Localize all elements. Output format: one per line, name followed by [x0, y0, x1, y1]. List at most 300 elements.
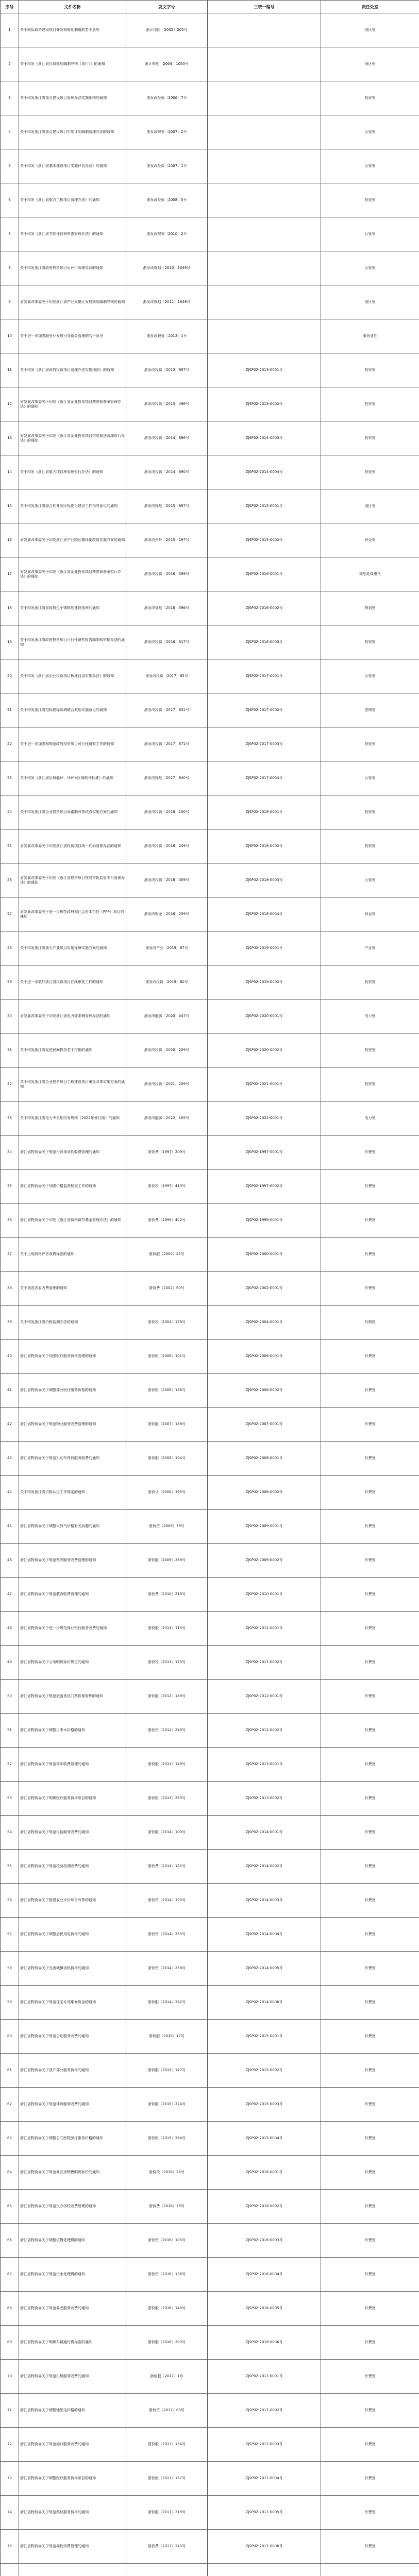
row-no: 57 [1, 1918, 19, 1952]
row-code: ZJSP02-2013-0001号 [208, 1748, 321, 1782]
row-code: ZJSP02-2014-0003号 [208, 1884, 321, 1918]
row-code: ZJSP02-2018-0001号 [208, 795, 321, 829]
row-code: ZJSP02-2008-0002号 [208, 1476, 321, 1510]
row-no: 39 [1, 1306, 19, 1340]
row-doc-no: 浙发改投资〔2018〕359号 [126, 863, 208, 897]
row-code: ZJSP02-2010-0001号 [208, 1578, 321, 1612]
row-dept: 价费处 [321, 1272, 419, 1306]
row-code: ZJSP02-2017-0002号 [208, 2394, 321, 2428]
row-code [208, 183, 321, 217]
row-title: 省发展改革委关于印发浙江省产业园区循环化改造实施方案的通知 [19, 523, 126, 557]
row-title: 关于印发《浙江省区域规划编制导则（试行）》的通知 [19, 47, 126, 81]
table-row [1, 2020, 419, 2054]
row-dept: 价费处 [321, 2020, 419, 2054]
row-title: 关于印发浙江省省级特色小镇规划建设指南的通知 [19, 591, 126, 625]
row-code [208, 81, 321, 115]
row-code: ZJSP02-2021-0001号 [208, 1067, 321, 1101]
row-no: 26 [1, 863, 19, 897]
row-no: 43 [1, 1442, 19, 1476]
row-doc-no: 浙发改规划〔2016〕596号 [126, 591, 208, 625]
row-title: 关于印发浙江省促进民间投资若干措施的通知 [19, 1033, 126, 1067]
row-doc-no: 浙发改规划〔2011〕1048号 [126, 285, 208, 319]
row-code: ZJSP02-2000-0001号 [208, 1238, 321, 1272]
row-code: ZJSP02-2016-0004号 [208, 2258, 321, 2292]
row-no: 14 [1, 455, 19, 489]
row-title: 浙江省物价局关于规范停车收费管理的通知 [19, 1748, 126, 1782]
table-row [1, 2428, 419, 2462]
row-title: 关于土地价格评估收费标准的通知 [19, 1238, 126, 1272]
row-title: 关于印发浙江省重点建设项目年度计划编制管理办法的通知 [19, 115, 126, 149]
row-title: 浙江省物价局关于规范养老服务收费的通知 [19, 2292, 126, 2326]
row-no: 20 [1, 659, 19, 693]
row-dept: 公管处 [321, 863, 419, 897]
row-doc-no: 浙价费〔2002〕60号 [126, 1272, 208, 1306]
row-dept: 价格处 [321, 1306, 419, 1340]
row-dept: 价费处 [321, 1952, 419, 1986]
row-dept: 电力处 [321, 1101, 419, 1136]
row-doc-no: 浙价医〔2006〕186号 [126, 1374, 208, 1408]
row-title: 关于印发《浙江省重大项目库管理暂行办法》的通知 [19, 455, 126, 489]
row-title: 浙江省物价局关于明确医疗服务价格项目的通知 [19, 1782, 126, 1816]
row-title: 浙江省物价局关于规范机动车停放服务收费的通知 [19, 1442, 126, 1476]
row-code: ZJSP02-2014-0003号 [208, 421, 321, 455]
row-doc-no: 浙计规划〔2004〕1050号 [126, 47, 208, 81]
row-no: 55 [1, 1850, 19, 1884]
row-no: 45 [1, 1510, 19, 1544]
row-no: 66 [1, 2224, 19, 2258]
row-doc-no: 浙发改投资〔2020〕209号 [126, 1033, 208, 1067]
row-dept: 财金处 [321, 897, 419, 931]
row-code: ZJSP02-2011-0001号 [208, 1612, 321, 1646]
row-code: ZJSP02-2002-0001号 [208, 1272, 321, 1306]
table-row [1, 1408, 419, 1442]
row-title: 浙江省物价局关于规范检验检测收费的通知 [19, 1850, 126, 1884]
row-dept: 价费处 [321, 1510, 419, 1544]
row-no: 40 [1, 1340, 19, 1374]
row-dept: 服务业处 [321, 319, 419, 353]
row-no: 28 [1, 931, 19, 965]
row-title: 关于印发浙江省重大产业项目用地保障实施方案的通知 [19, 931, 126, 965]
row-no: 68 [1, 2292, 19, 2326]
row-dept: 财金处 [321, 523, 419, 557]
row-doc-no: 浙价费〔2017〕243号 [126, 2530, 208, 2564]
row-dept: 产业处 [321, 931, 419, 965]
row-doc-no: 浙价检〔2004〕178号 [126, 1306, 208, 1340]
row-code: ZJSP02-2015-0002号 [208, 523, 321, 557]
row-dept: 法规处 [321, 693, 419, 727]
table-row [1, 1748, 419, 1782]
row-title: 关于印发《浙江省政府投资项目管理办法实施细则》的通知 [19, 353, 126, 387]
row-dept: 价费处 [321, 1204, 419, 1238]
row-no: 16 [1, 523, 19, 557]
row-title: 浙江省物价局关于完善城镇供热价格的通知 [19, 1952, 126, 1986]
row-doc-no: 浙发改投资〔2013〕697号 [126, 353, 208, 387]
row-doc-no: 浙价服〔2012〕189号 [126, 1680, 208, 1714]
row-dept: 投资处 [321, 625, 419, 659]
table-row [1, 1476, 419, 1510]
row-doc-no: 浙发改投资〔2014〕696号 [126, 421, 208, 455]
row-dept: 投资处 [321, 1067, 419, 1101]
row-dept: 价费处 [321, 1476, 419, 1510]
row-no: 72 [1, 2428, 19, 2462]
row-code: ZJSP02-2015-0004号 [208, 2122, 321, 2156]
row-title: 关于印发《浙江省重点工程项目管理办法》的通知 [19, 183, 126, 217]
row-title: 浙江省物价局关于加强医疗服务价格管理的通知 [19, 1340, 126, 1374]
table-row [1, 1646, 419, 1680]
row-dept: 价费处 [321, 1442, 419, 1476]
row-title: 浙江省物价局关于规范物业服务收费管理的通知 [19, 1408, 126, 1442]
row-doc-no: 浙价服〔2014〕282号 [126, 1986, 208, 2020]
row-dept: 价费处 [321, 1408, 419, 1442]
row-dept: 价费处 [321, 2054, 419, 2088]
row-doc-no: 浙发改投资〔2006〕7号 [126, 81, 208, 115]
row-doc-no: 浙发改投资〔2021〕209号 [126, 1067, 208, 1101]
row-title: 浙江省物价局关于规范民办学校收费管理的通知 [19, 2190, 126, 2224]
row-doc-no: 浙价服〔2007〕188号 [126, 1408, 208, 1442]
row-code: ZJSP02-2017-0004号 [208, 2462, 321, 2496]
table-header-row [1, 1, 419, 13]
row-dept: 公管处 [321, 761, 419, 795]
table-row [1, 1510, 419, 1544]
row-dept: 价费处 [321, 2122, 419, 2156]
row-dept: 价费处 [321, 2190, 419, 2224]
row-code: ZJSP02-2017-0003号 [208, 727, 321, 761]
table-row [1, 727, 419, 761]
row-no: 59 [1, 1986, 19, 2020]
table-row [1, 2462, 419, 2496]
row-no: 23 [1, 761, 19, 795]
row-title: 浙江省物价局关于调整医疗服务价格项目的通知 [19, 2462, 126, 2496]
table-row [1, 2360, 419, 2394]
row-dept: 公管处 [321, 149, 419, 183]
table-row [1, 897, 419, 931]
row-title: 浙江省物价局关于推进农业水价综合改革的通知 [19, 1884, 126, 1918]
table-row [1, 965, 419, 999]
row-no [1, 2564, 19, 2576]
table-row [1, 1884, 419, 1918]
table-row [1, 1238, 419, 1272]
row-doc-no: 浙价医〔2013〕293号 [126, 1782, 208, 1816]
row-code: ZJSP02-2004-0001号 [208, 1306, 321, 1340]
table-row [1, 1918, 419, 1952]
row-code: ZJSP02-2022-0001号 [208, 1101, 321, 1136]
row-dept: 投资处 [321, 829, 419, 863]
row-dept: 价费处 [321, 2224, 419, 2258]
row-code: ZJSP02-2009-0001号 [208, 1510, 321, 1544]
row-no: 50 [1, 1680, 19, 1714]
row-dept: 电力处 [321, 999, 419, 1033]
row-title: 浙江省物价局关于调整输配电价格的通知 [19, 2394, 126, 2428]
row-title: 关于进一步做好浙江省投资项目在线审批工作的通知 [19, 965, 126, 999]
row-no: 49 [1, 1646, 19, 1680]
row-dept: 价费处 [321, 1782, 419, 1816]
row-no: 64 [1, 2156, 19, 2190]
row-dept: 价费处 [321, 2360, 419, 2394]
row-code: ZJSP02-2018-0004号 [208, 897, 321, 931]
row-doc-no: 浙价医〔2017〕157号 [126, 2462, 208, 2496]
row-doc-no: 浙价服〔2011〕115号 [126, 1612, 208, 1646]
row-doc-no: 浙发改投资〔2016〕599号 [126, 557, 208, 591]
row-title: 省发展改革委关于印发浙江省电力需求侧管理办法的通知 [19, 999, 126, 1033]
row-dept: 投资处 [321, 965, 419, 999]
table-row [1, 863, 419, 897]
row-title: 浙江省物价局关于加强价格监督检查工作的通知 [19, 1170, 126, 1204]
row-doc-no: 浙价服〔2015〕224号 [126, 2088, 208, 2122]
row-title: 关于规范涉农收费管理的通知 [19, 1272, 126, 1306]
row-no: 18 [1, 591, 19, 625]
row-dept: 公管处 [321, 659, 419, 693]
row-doc-no: 浙价费〔2016〕78号 [126, 2190, 208, 2224]
row-dept: 价费处 [321, 2258, 419, 2292]
table-row [1, 353, 419, 387]
row-code: ZJSP02-2008-0001号 [208, 1442, 321, 1476]
row-doc-no: 浙发改投资〔2018〕150号 [126, 795, 208, 829]
row-dept: 价费处 [321, 2428, 419, 2462]
row-code: ZJSP02-2016-0003号 [208, 625, 321, 659]
table-row [1, 1306, 419, 1340]
row-title: 浙江省物价局关于调整天然气价格有关问题的通知 [19, 1510, 126, 1544]
row-dept: 价费处 [321, 2530, 419, 2564]
row-doc-no: 浙价服〔2016〕140号 [126, 2292, 208, 2326]
row-code: ZJSP02-1997-0002号 [208, 1170, 321, 1204]
table-row [1, 319, 419, 353]
row-no: 73 [1, 2462, 19, 2496]
row-no: 24 [1, 795, 19, 829]
row-code [208, 2564, 321, 2576]
row-no: 48 [1, 1612, 19, 1646]
row-code [208, 47, 321, 81]
row-title: 浙江省物价局关于进一步规范商业银行服务收费的通知 [19, 1612, 126, 1646]
row-title: 关于印发浙江省政府投资项目可行性研究报告编制和审批办法的通知 [19, 625, 126, 659]
row-title: 关于进一步加强和规范政府投资项目可行性研究工作的通知 [19, 727, 126, 761]
row-code: ZJSP02-2020-0001号 [208, 999, 321, 1033]
row-title: 浙江省物价局关于规范港口服务收费的通知 [19, 2428, 126, 2462]
row-code: ZJSP02-2015-0003号 [208, 2088, 321, 2122]
row-dept: 投资处 [321, 353, 419, 387]
row-title: 浙江省物价局关于调整部分医疗服务价格的通知 [19, 1374, 126, 1408]
row-doc-no: 浙价资〔2017〕80号 [126, 2394, 208, 2428]
row-title: 浙江省物价局关于规范殡仪服务价格的通知 [19, 2496, 126, 2530]
row-dept: 规划处煤电气 [321, 557, 419, 591]
row-code: ZJSP02-2012-0002号 [208, 1714, 321, 1748]
row-dept: 价费处 [321, 2156, 419, 2190]
row-code: ZJSP02-2014-0001号 [208, 1816, 321, 1850]
table-row [1, 1544, 419, 1578]
row-doc-no: 浙价检〔1997〕410号 [126, 1170, 208, 1204]
row-no: 75 [1, 2530, 19, 2564]
table-row [1, 1340, 419, 1374]
row-dept: 价费处 [321, 1850, 419, 1884]
row-no: 4 [1, 115, 19, 149]
table-row [1, 1850, 419, 1884]
row-dept: 价费处 [321, 1612, 419, 1646]
row-dept: 投资处 [321, 421, 419, 455]
row-title: 关于印发《浙江省节能评估和审查管理办法》的通知 [19, 217, 126, 251]
row-no: 51 [1, 1714, 19, 1748]
row-no: 52 [1, 1748, 19, 1782]
table-row [1, 1272, 419, 1306]
row-doc-no: 浙发改投资〔2017〕871号 [126, 727, 208, 761]
row-title: 省发展改革委关于印发《浙江省企业投资项目信息报送管理暂行办法》的通知 [19, 421, 126, 455]
row-doc-no: 浙发改投资〔2018〕249号 [126, 829, 208, 863]
table-row [1, 2224, 419, 2258]
table-row [1, 149, 419, 183]
row-no: 25 [1, 829, 19, 863]
table-row [1, 761, 419, 795]
row-no: 3 [1, 81, 19, 115]
row-no: 11 [1, 353, 19, 387]
row-doc-no: 浙价资〔2012〕249号 [126, 1714, 208, 1748]
row-title: 浙江省物价局关于规范教育收费管理的通知 [19, 1578, 126, 1612]
row-doc-no: 浙发改规划〔2015〕697号 [126, 489, 208, 523]
row-code: ZJSP02-2016-0005号 [208, 2292, 321, 2326]
row-no: 31 [1, 1033, 19, 1067]
row-no: 69 [1, 2326, 19, 2360]
row-code: ZJSP02-2018-0002号 [208, 829, 321, 863]
row-title: 省发展改革委关于印发《浙江省企业投资项目核准和备案管理办法》的通知 [19, 387, 126, 421]
row-no: 32 [1, 1067, 19, 1101]
row-title: 关于印发浙江省价格认定工作规定的通知 [19, 1476, 126, 1510]
table-row [1, 1067, 419, 1101]
row-title: 省发展改革委关于进一步规范政府和社会资本合作（PPP）项目的通知 [19, 897, 126, 931]
row-code: ZJSP02-1999-0001号 [208, 1204, 321, 1238]
row-title: 关于印发浙江省重点建设项目管理办法实施细则的通知 [19, 81, 126, 115]
row-dept: 价费处 [321, 2462, 419, 2496]
row-no: 2 [1, 47, 19, 81]
row-title [19, 2564, 126, 2576]
table-row [1, 999, 419, 1033]
row-doc-no: 浙发改能源〔2020〕347号 [126, 999, 208, 1033]
header-title: 文件名称 [19, 1, 126, 13]
row-dept: 投资处 [321, 387, 419, 421]
row-dept: 地区处 [321, 489, 419, 523]
table-row [1, 251, 419, 285]
row-doc-no: 浙价费〔1997〕209号 [126, 1136, 208, 1170]
table-row [1, 2496, 419, 2530]
row-dept: 投资处 [321, 727, 419, 761]
row-no: 71 [1, 2394, 19, 2428]
row-dept: 地区处 [321, 285, 419, 319]
row-dept: 价费处 [321, 1136, 419, 1170]
row-title: 浙江省物价局关于规范电信服务收费的通知 [19, 1816, 126, 1850]
row-code [208, 285, 321, 319]
row-title: 浙江省物价局关于明确车辆通行费标准的通知 [19, 2326, 126, 2360]
table-row [1, 13, 419, 47]
table-row [1, 489, 419, 523]
row-doc-no: 浙发改财金〔2018〕259号 [126, 897, 208, 931]
row-dept: 地区处 [321, 13, 419, 47]
row-dept: 投资处 [321, 455, 419, 489]
table-row [1, 183, 419, 217]
table-row [1, 1578, 419, 1612]
row-doc-no: 浙价服〔2015〕17号 [126, 2020, 208, 2054]
row-code: ZJSP02-2019-0001号 [208, 931, 321, 965]
table-row [1, 2156, 419, 2190]
row-no: 19 [1, 625, 19, 659]
row-code: ZJSP02-2016-0002号 [208, 2190, 321, 2224]
row-title: 浙江省物价局关于公布明码标价规定的通知 [19, 1646, 126, 1680]
row-code: ZJSP02-2017-0006号 [208, 2530, 321, 2564]
row-doc-no: 浙价费〔2014〕121号 [126, 1850, 208, 1884]
table-row [1, 81, 419, 115]
row-title: 关于印发《浙江省企业投资项目核准目录实施办法》的通知 [19, 659, 126, 693]
row-dept: 价费处 [321, 1918, 419, 1952]
table-row [1, 1033, 419, 1067]
row-no: 27 [1, 897, 19, 931]
row-dept: 规划处 [321, 591, 419, 625]
row-dept: 价费处 [321, 1578, 419, 1612]
row-code: ZJSP02-2006-0002号 [208, 1374, 321, 1408]
row-dept: 价费处 [321, 1680, 419, 1714]
row-code: ZJSP02-2017-0001号 [208, 2360, 321, 2394]
row-no: 56 [1, 1884, 19, 1918]
row-title: 浙江省物价局关于印发《浙江省价格调节基金管理办法》的通知 [19, 1204, 126, 1238]
row-code: ZJSP02-2015-0001号 [208, 489, 321, 523]
row-no: 35 [1, 1170, 19, 1204]
row-doc-no: 浙价费〔2010〕218号 [126, 1578, 208, 1612]
row-doc-no: 浙发改资环〔2015〕197号 [126, 523, 208, 557]
row-code [208, 149, 321, 183]
row-dept: 投资处 [321, 183, 419, 217]
table-row [1, 659, 419, 693]
row-code: ZJSP02-2014-0002号 [208, 1850, 321, 1884]
table-row [1, 1136, 419, 1170]
row-title: 浙江省物价局关于规范住宅专项维修资金的通知 [19, 1986, 126, 2020]
table-row [1, 2088, 419, 2122]
row-no: 44 [1, 1476, 19, 1510]
row-title: 浙江省物价局关于规范殡葬服务收费管理的通知 [19, 1544, 126, 1578]
table-row [1, 217, 419, 251]
table-row [1, 1816, 419, 1850]
row-doc-no: 浙价服〔2013〕149号 [126, 1748, 208, 1782]
row-doc-no: 浙价资〔2014〕253号 [126, 1918, 208, 1952]
header-no: 序号 [1, 1, 19, 13]
row-code: ZJSP02-1997-0001号 [208, 1136, 321, 1170]
row-doc-no: 浙价认〔2008〕195号 [126, 1476, 208, 1510]
row-dept: 价费处 [321, 1374, 419, 1408]
row-doc-no: 浙价服〔2014〕100号 [126, 1816, 208, 1850]
row-no: 21 [1, 693, 19, 727]
row-no: 70 [1, 2360, 19, 2394]
row-doc-no: 浙计地区〔2002〕205号 [126, 13, 208, 47]
row-title: 浙江省物价局关于调整公立医院医疗服务价格的通知 [19, 2122, 126, 2156]
table-row [1, 2258, 419, 2292]
table-row [1, 829, 419, 863]
row-title: 省发展改革委关于印发浙江省产业集聚区发展规划编制导则的通知 [19, 285, 126, 319]
row-code: ZJSP02-2011-0002号 [208, 1646, 321, 1680]
row-doc-no: 浙价资〔2014〕258号 [126, 1952, 208, 1986]
row-doc-no: 浙价服〔2009〕268号 [126, 1544, 208, 1578]
row-code: ZJSP02-2017-0003号 [208, 2428, 321, 2462]
row-title: 关于印发浙江省招标投标领域联合奖惩实施意见的通知 [19, 693, 126, 727]
table-row [1, 523, 419, 557]
row-no: 47 [1, 1578, 19, 1612]
row-doc-no: 浙价服〔2015〕147号 [126, 2054, 208, 2088]
table-row [1, 2190, 419, 2224]
table-row [1, 931, 419, 965]
row-code [208, 115, 321, 149]
row-no: 53 [1, 1782, 19, 1816]
row-code: ZJSP02-2014-0005号 [208, 1952, 321, 1986]
table-row [1, 591, 419, 625]
table-row [1, 387, 419, 421]
row-dept: 价费处 [321, 1646, 419, 1680]
row-title: 浙江省物价局关于规范机场服务收费的通知 [19, 2360, 126, 2394]
row-dept: 公管处 [321, 251, 419, 285]
table-row [1, 2530, 419, 2564]
row-dept [321, 2564, 419, 2576]
row-doc-no: 浙发改投资〔2016〕617号 [126, 625, 208, 659]
